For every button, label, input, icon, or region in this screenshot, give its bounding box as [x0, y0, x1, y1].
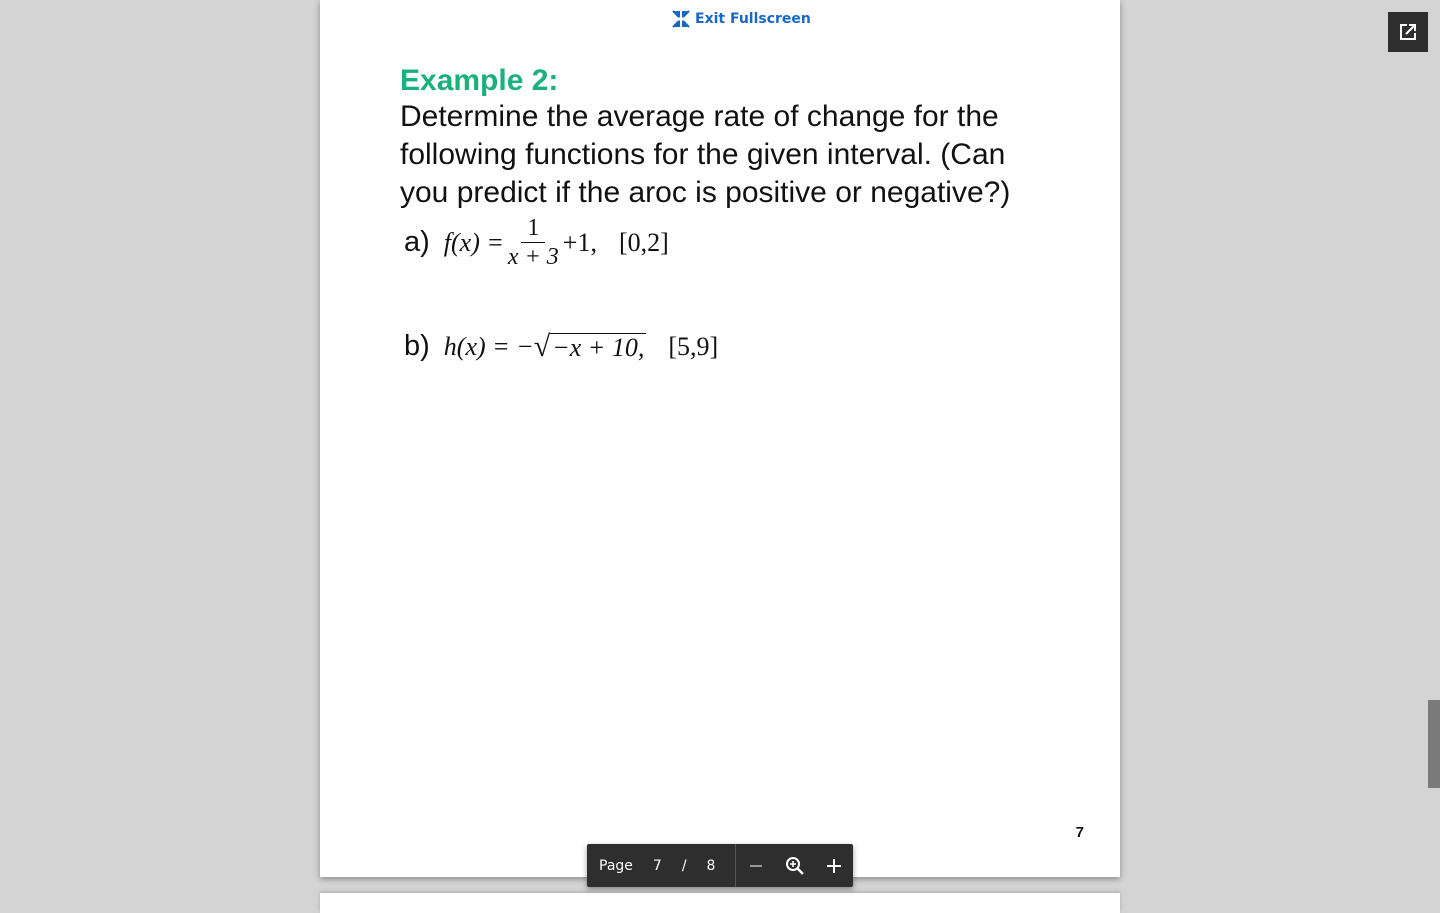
zoom-reset-button[interactable] [775, 844, 814, 887]
page-label: Page [599, 857, 633, 874]
exit-fullscreen-button[interactable] [672, 10, 811, 28]
problem-a-interval: [0,2] [618, 227, 669, 257]
problem-b [404, 330, 718, 363]
page-separator: / [681, 857, 687, 874]
exit-fullscreen-label[interactable]: Exit Fullscreen [695, 11, 811, 27]
problem-a-tail: +1, [562, 227, 597, 257]
problem-a [404, 214, 669, 271]
popout-button[interactable] [1388, 12, 1428, 52]
compress-arrows-icon [672, 10, 690, 28]
example-title: Example 2: [400, 64, 559, 97]
problem-a-denominator: x + 3 [507, 244, 559, 270]
problem-b-label: b) [404, 330, 430, 362]
problem-b-lhs: h(x) = − [443, 331, 534, 361]
problem-b-radicand: −x + 10, [552, 332, 645, 362]
problem-a-fraction [508, 214, 559, 271]
zoom-out-button[interactable] [736, 844, 775, 887]
problem-a-numerator: 1 [521, 214, 545, 243]
page-number: 7 [1075, 824, 1084, 841]
example-body: Determine the average rate of change for the following functions for the given interval. (Can you predict if the aroc is positive or negative?) [400, 100, 1011, 209]
zoom-magnifier-icon [785, 856, 805, 876]
radical-sign: √ [533, 329, 551, 363]
open-external-icon [1398, 22, 1418, 42]
plus-icon [826, 858, 842, 874]
problem-b-sqrt [533, 329, 647, 363]
zoom-in-button[interactable] [814, 844, 853, 887]
minus-icon [748, 858, 764, 874]
problem-a-label: a) [404, 226, 430, 258]
problem-a-lhs: f(x) = [443, 227, 504, 257]
page-toolbar [587, 844, 853, 887]
problem-b-interval: [5,9] [668, 331, 719, 361]
next-document-page [320, 893, 1120, 913]
scrollbar-thumb[interactable] [1428, 700, 1440, 788]
total-pages: 8 [706, 857, 716, 874]
current-page-input[interactable]: 7 [652, 857, 662, 874]
document-page [320, 0, 1120, 877]
